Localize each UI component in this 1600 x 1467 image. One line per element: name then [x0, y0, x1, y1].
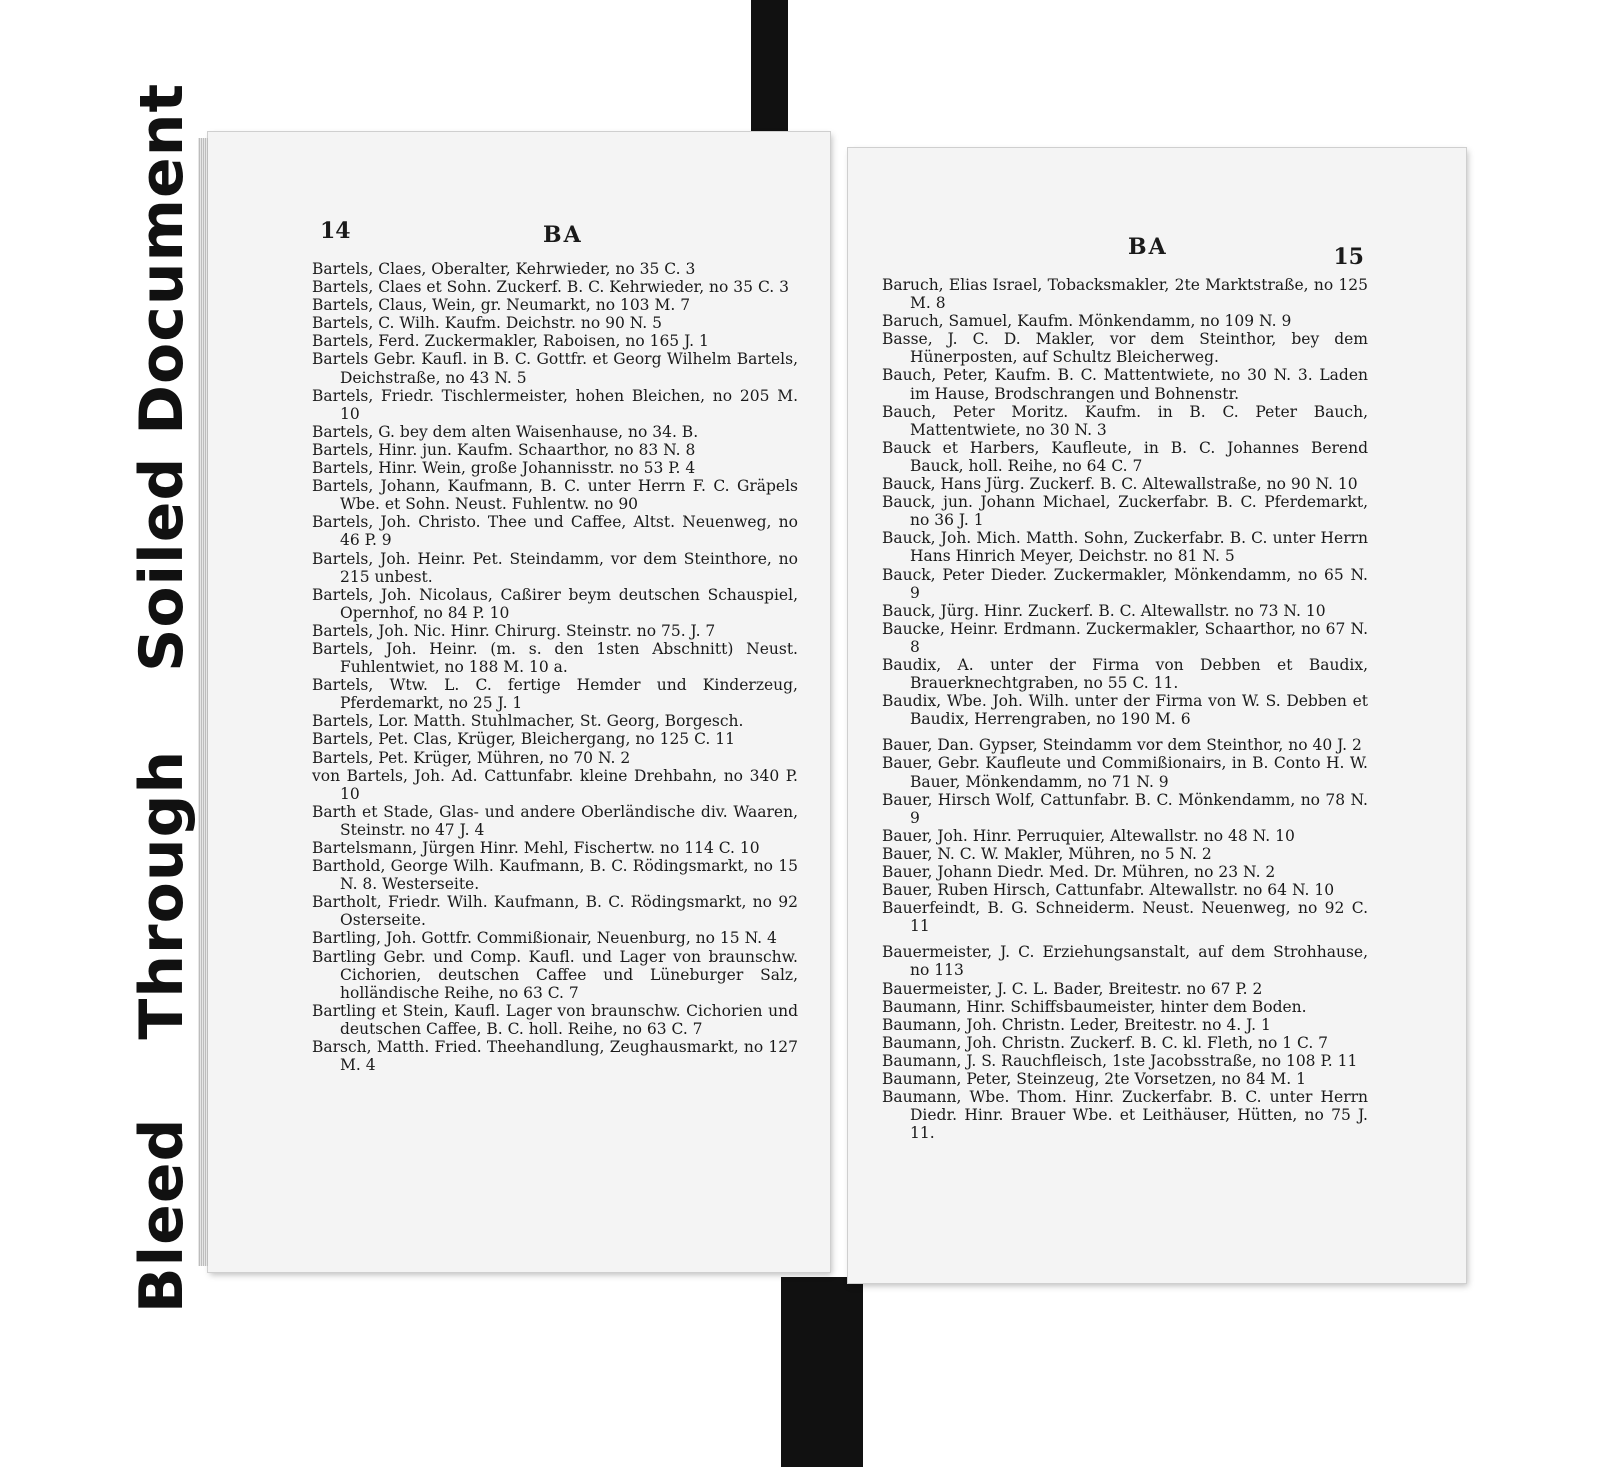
stamp-word-bleed: Bleed [127, 1117, 197, 1314]
directory-entry: Bartholt, Friedr. Wilh. Kaufmann, B. C. Rödingsmarkt, no 92 Osterseite. [312, 893, 798, 930]
directory-entry: Baumann, Wbe. Thom. Hinr. Zuckerfabr. B. C. unter Herrn Diedr. Hinr. Brauer Wbe. et Leithäuser, Hütten, no 75 J. 11. [882, 1088, 1368, 1143]
directory-entry: Bartels, Friedr. Tischlermeister, hohen Bleichen, no 205 M. 10 [312, 386, 798, 423]
left-page-edge [198, 138, 208, 1266]
directory-entry: Bartels, G. bey dem alten Waisenhause, no 34. B. [312, 422, 699, 441]
directory-entry: Bauck, Peter Dieder. Zuckermakler, Mönkendamm, no 65 N. 9 [882, 565, 1368, 602]
directory-entry: Bartels, Joh. Heinr. Pet. Steindamm, vor dem Steinthore, no 215 unbest. [312, 549, 798, 586]
directory-entry: Bartels, Pet. Clas, Krüger, Bleichergang, no 125 C. 11 [312, 730, 735, 749]
stamp-word-through: Through [127, 749, 197, 1040]
left-page-header [208, 218, 830, 248]
bleed-through-soiled-document-stamp [112, 82, 212, 1314]
directory-entry: Bartels, Lor. Matth. Stuhlmacher, St. Georg, Borgesch. [312, 712, 744, 731]
directory-entry: Bauer, Dan. Gypser, Steindamm vor dem Steinthor, no 40 J. 2 [882, 736, 1362, 755]
directory-entry: Bauch, Peter, Kaufm. B. C. Mattentwiete, no 30 N. 3. Laden im Hause, Brodschrangen und Bohnenstr. [882, 366, 1368, 403]
right-entry-list [882, 276, 1368, 1142]
directory-entry: von Bartels, Joh. Ad. Cattunfabr. kleine Drehbahn, no 340 P. 10 [312, 766, 798, 803]
left-page [208, 132, 830, 1272]
directory-entry: Bartels, Joh. Heinr. (m. s. den 1sten Abschnitt) Neust. Fuhlentwiet, no 188 M. 10 a. [312, 639, 798, 677]
directory-entry: Bauerfeindt, B. G. Schneiderm. Neust. Neuenweg, no 92 C. 11 [882, 899, 1368, 936]
directory-entry: Barsch, Matth. Fried. Theehandlung, Zeughausmarkt, no 127 M. 4 [312, 1038, 798, 1075]
directory-entry: Bauer, N. C. W. Makler, Mühren, no 5 N. 2 [882, 844, 1212, 863]
directory-entry: Baumann, J. S. Rauchfleisch, 1ste Jacobsstraße, no 108 P. 11 [882, 1051, 1358, 1070]
left-entry-list [312, 260, 798, 1074]
directory-entry: Bartelsmann, Jürgen Hinr. Mehl, Fischertw. no 114 C. 10 [312, 839, 760, 857]
directory-entry: Baumann, Peter, Steinzeug, 2te Vorsetzen, no 84 M. 1 [882, 1070, 1307, 1089]
binding-strip-bottom [781, 1277, 863, 1467]
directory-entry: Bartling et Stein, Kaufl. Lager von braunschw. Cichorien und deutschen Caffee, B. C. holl. Reihe, no 63 C. 7 [312, 1001, 798, 1038]
directory-entry: Baumann, Joh. Christn. Zuckerf. B. C. kl. Fleth, no 1 C. 7 [882, 1033, 1329, 1052]
directory-entry: Bauck, Joh. Mich. Matth. Sohn, Zuckerfabr. B. C. unter Herrn Hans Hinrich Meyer, Deichstr. no 81 N. 5 [882, 529, 1368, 566]
directory-entry: Bartels, Wtw. L. C. fertige Hemder und Kinderzeug, Pferdemarkt, no 25 J. 1 [312, 676, 798, 713]
directory-entry: Bauermeister, J. C. L. Bader, Breitestr. no 67 P. 2 [882, 979, 1263, 998]
left-page-number: 14 [320, 218, 351, 244]
directory-entry: Bartels, Joh. Nicolaus, Caßirer beym deutschen Schauspiel, Opernhof, no 84 P. 10 [312, 585, 798, 622]
directory-entry: Bartels, Pet. Krüger, Mühren, no 70 N. 2 [312, 748, 631, 767]
directory-entry: Bauck et Harbers, Kaufleute, in B. C. Johannes Berend Bauck, holl. Reihe, no 64 C. 7 [882, 438, 1368, 475]
directory-entry: Basse, J. C. D. Makler, vor dem Steinthor, bey dem Hünerposten, auf Schultz Bleicherweg. [882, 330, 1368, 367]
directory-entry: Bartels, Joh. Nic. Hinr. Chirurg. Steinstr. no 75. J. 7 [312, 621, 716, 640]
directory-entry: Baucke, Heinr. Erdmann. Zuckermakler, Schaarthor, no 67 N. 8 [882, 619, 1368, 656]
right-page-header [848, 234, 1466, 270]
stamp-word-soiled-document: Soiled Document [127, 82, 197, 672]
binding-strip-top [751, 0, 788, 148]
left-page-heading: BA [543, 222, 583, 248]
directory-entry: Bauck, Jürg. Hinr. Zuckerf. B. C. Altewallstr. no 73 N. 10 [882, 601, 1326, 620]
directory-entry: Baumann, Hinr. Schiffsbaumeister, hinter dem Boden. [882, 997, 1307, 1016]
directory-entry: Bartling Gebr. und Comp. Kaufl. und Lager von braunschw. Cichorien, deutschen Caffee und Lüneburger Salz, holländische Reihe, no 63 C. 7 [312, 947, 798, 1002]
right-page [848, 148, 1466, 1283]
directory-entry: Bauer, Ruben Hirsch, Cattunfabr. Altewallstr. no 64 N. 10 [882, 881, 1335, 900]
directory-entry: Baudix, A. unter der Firma von Debben et Baudix, Brauerknechtgraben, no 55 C. 11. [882, 655, 1368, 693]
directory-entry: Bartels, Hinr. jun. Kaufm. Schaarthor, no 83 N. 8 [312, 440, 696, 459]
directory-entry: Barthold, George Wilh. Kaufmann, B. C. Rödingsmarkt, no 15 N. 8. Westerseite. [312, 857, 798, 894]
directory-entry: Bartels, Johann, Kaufmann, B. C. unter Herrn F. C. Gräpels Wbe. et Sohn. Neust. Fuhlentw. no 90 [312, 477, 798, 514]
directory-entry: Bartels, Ferd. Zuckermakler, Raboisen, no 165 J. 1 [312, 332, 709, 351]
right-page-number: 15 [1333, 244, 1364, 270]
directory-entry: Bauermeister, J. C. Erziehungsanstalt, auf dem Strohhause, no 113 [882, 943, 1368, 980]
directory-entry: Baruch, Samuel, Kaufm. Mönkendamm, no 109 N. 9 [882, 312, 1292, 331]
directory-entry: Bauer, Joh. Hinr. Perruquier, Altewallstr. no 48 N. 10 [882, 826, 1295, 845]
right-page-heading: BA [1128, 234, 1168, 260]
directory-entry: Bauck, Hans Jürg. Zuckerf. B. C. Altewallstraße, no 90 N. 10 [882, 475, 1358, 494]
directory-entry: Bartels, Claes, Oberalter, Kehrwieder, no 35 C. 3 [312, 260, 696, 278]
directory-entry: Bartels, Hinr. Wein, große Johannisstr. no 53 P. 4 [312, 459, 696, 478]
directory-entry: Bauer, Gebr. Kaufleute und Commißionairs, in B. Conto H. W. Bauer, Mönkendamm, no 71 N. 9 [882, 754, 1368, 791]
directory-entry: Bartels, Claus, Wein, gr. Neumarkt, no 103 M. 7 [312, 296, 691, 315]
directory-entry: Baruch, Elias Israel, Tobacksmakler, 2te Marktstraße, no 125 M. 8 [882, 276, 1368, 313]
directory-entry: Bartels, Joh. Christo. Thee und Caffee, Altst. Neuenweg, no 46 P. 9 [312, 513, 798, 550]
directory-entry: Bauck, jun. Johann Michael, Zuckerfabr. B. C. Pferdemarkt, no 36 J. 1 [882, 493, 1368, 530]
directory-entry: Bartling, Joh. Gottfr. Commißionair, Neuenburg, no 15 N. 4 [312, 929, 777, 948]
directory-entry: Bartels, C. Wilh. Kaufm. Deichstr. no 90 N. 5 [312, 314, 663, 333]
directory-entry: Bauer, Johann Diedr. Med. Dr. Mühren, no 23 N. 2 [882, 863, 1276, 881]
directory-entry: Bartels Gebr. Kaufl. in B. C. Gottfr. et Georg Wilhelm Bartels, Deichstraße, no 43 N. 5 [312, 350, 798, 387]
directory-entry: Baudix, Wbe. Joh. Wilh. unter der Firma von W. S. Debben et Baudix, Herrengraben, no 190 M. 6 [882, 692, 1368, 729]
directory-entry: Bartels, Claes et Sohn. Zuckerf. B. C. Kehrwieder, no 35 C. 3 [312, 278, 789, 297]
directory-entry: Bauer, Hirsch Wolf, Cattunfabr. B. C. Mönkendamm, no 78 N. 9 [882, 790, 1368, 827]
directory-entry: Barth et Stade, Glas- und andere Oberländische div. Waaren, Steinstr. no 47 J. 4 [312, 802, 798, 839]
directory-entry: Baumann, Joh. Christn. Leder, Breitestr. no 4. J. 1 [882, 1015, 1271, 1034]
directory-entry: Bauch, Peter Moritz. Kaufm. in B. C. Peter Bauch, Mattentwiete, no 30 N. 3 [882, 402, 1368, 439]
